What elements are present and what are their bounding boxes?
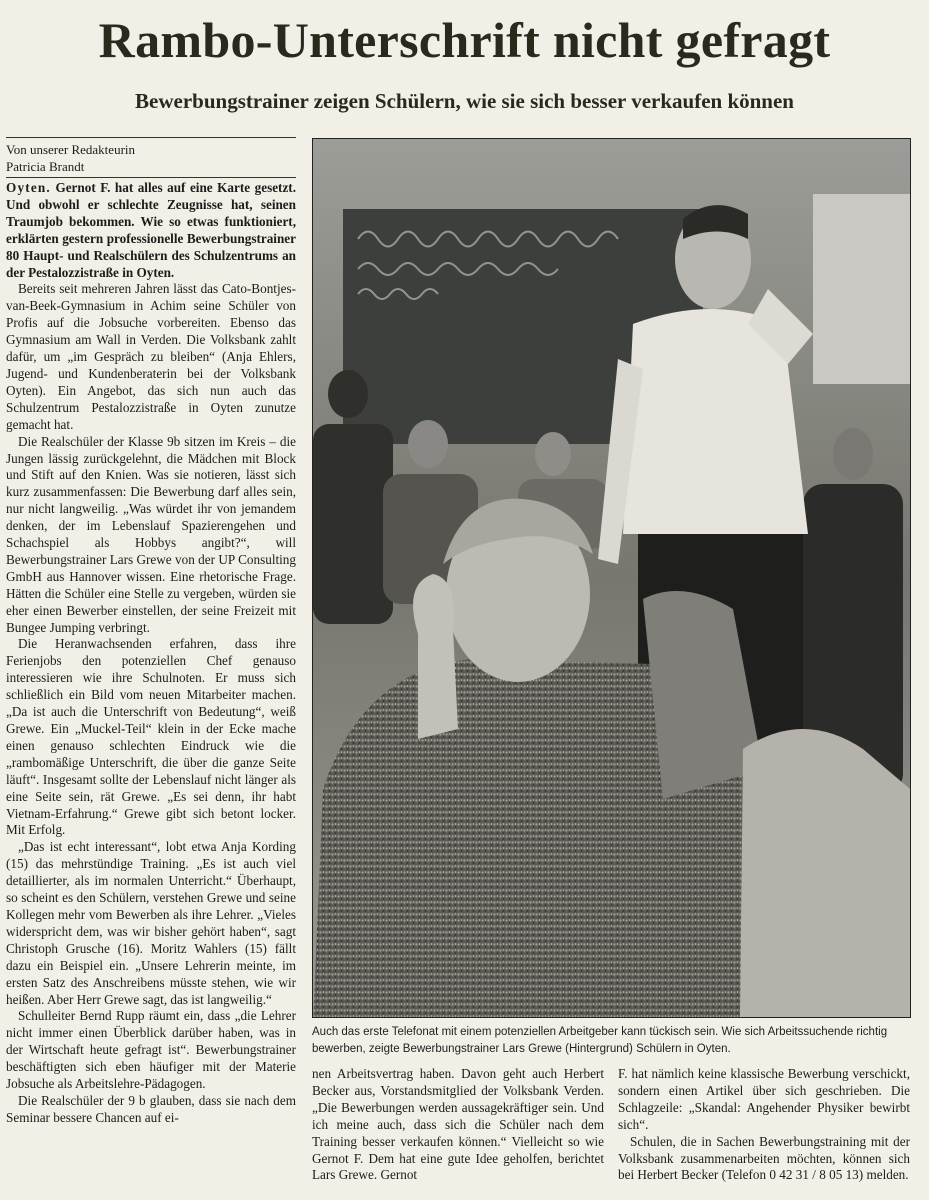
window — [813, 194, 910, 384]
body-paragraph: nen Arbeitsvertrag haben. Davon geht auch Herbert Becker aus, Vorstandsmitglied der Volksbank Verden. „Die Bewerbungen werden aussagekräftiger sein. Und ich meine auch, dass sich die Schüler nach dem Training besser verkaufen können.“ Vielleicht so wie Gernot F. Dem hat eine gute Idee geholfen, berichtet Lars Grewe. Gernot — [312, 1066, 604, 1183]
body-paragraph: F. hat nämlich keine klassische Bewerbung verschickt, sondern einen Artikel über sich geschrieben. Die Schlagzeile: „Skandal: Angehender Physiker bewirbt sich“. — [618, 1066, 910, 1132]
byline — [6, 141, 296, 175]
body-paragraph: Schulen, die in Sachen Bewerbungstraining mit der Volksbank zusammenarbeiten möchten, können sich bei Herbert Becker (Telefon 0 42 31 / 8 05 13) melden. — [618, 1133, 910, 1183]
body-paragraph: „Das ist echt interessant“, lobt etwa Anja Kording (15) das mehrstündige Training. „Es ist auch viel detaillierter, als im normalen Unterricht.“ Überhaupt, so scheint es den Schülern, verstehen Grewe und seine Kollegen mehr vom Bewerben als ihre Lehrer. „Vieles widerspricht dem, was wir bisher gehört haben“, sagt Christoph Grusche (16). Moritz Wahlers (15) fällt dazu ein Beispiel ein. „Unsere Lehrerin meinte, im ersten Satz des Anschreibens müsste stehen, wie wir heißen. Aber Herr Grewe sagt, das ist langweilig.“ — [6, 839, 296, 1007]
article-column-left — [6, 180, 296, 1198]
body-paragraph: Schulleiter Bernd Rupp räumt ein, dass „die Lehrer nicht immer einen Überblick darüber haben, was in der Wirtschaft heute gefragt ist“. Bewerbungstrainer beschäftigten sich eben häufiger mit der Materie Jobsuche als Arbeitslehre-Pädagogen. — [6, 1008, 296, 1092]
seated-person — [740, 729, 910, 1017]
body-paragraph: Die Realschüler der Klasse 9b sitzen im Kreis – die Jungen lässig zurückgelehnt, die Mädchen mit Block und Stift auf den Knien. Was sie notieren, lässt sich kurz zusammenfassen: Die Bewerbung darf alles sein, nur nicht langweilig. „Was würdet ihr von jemandem denken, der im Lebenslauf Spazierengehen und Schachspiel als Hobbys angibt?“, will Bewerbungstrainer Lars Grewe von der UP Consulting GmbH aus Hannover wissen. Eine rhetorische Frage. Hätten die Schüler eine Stelle zu vergeben, würden sie eher einen Bewerber einstellen, der seine Freizeit mit Bungee Jumping verbringt. — [6, 433, 296, 635]
lead-text: Gernot F. hat alles auf eine Karte gesetzt. Und obwohl er schlechte Zeugnisse hat, seinen Traumjob bekommen. Wie so etwas funktioniert, erklärten gestern professionelle Bewerbungstrainer 80 Haupt- und Realschülern des Schulzentrums an der Pestalozzistraße in Oyten. — [6, 180, 296, 280]
byline-role: Von unserer Redakteurin — [6, 142, 136, 157]
article-column-right — [618, 1066, 910, 1200]
headline: Rambo-Unterschrift nicht gefragt — [98, 12, 831, 68]
byline-author: Patricia Brandt — [6, 159, 85, 174]
byline-top-rule — [6, 137, 296, 138]
body-paragraph: Bereits seit mehreren Jahren lässt das Cato-Bontjes-van-Beek-Gymnasium in Achim seine Schüler von Profis auf die Jobsuche vorbereiten. Ebenso das Gymnasium am Wall in Verden. Die Volksbank zahlt dafür, um „im Gespräch zu bleiben“ (Anja Ehlers, Jugend- und Kundenberaterin bei der Volksbank Oyten). Ein Angebot, das sich nun auch das Schulzentrum Pestalozzistraße in Oyten zunutze gemacht hat. — [6, 281, 296, 432]
dateline-city: Oyten. — [6, 180, 51, 195]
body-paragraph: Die Heranwachsenden erfahren, dass ihre Ferienjobs den potenziellen Chef genauso interessieren wie ihre Schulnoten. Er muss sich schließlich ein Bild vom neuen Mitarbeiter machen. „Da ist auch die Unterschrift von Bedeutung“, weiß Grewe. Ein „Muckel-Teil“ klein in der Ecke mache einen genauso schlechten Eindruck wie die „rambomäßige Unterschrift, die über die ganze Seite läuft“. Insgesamt sollte der Lebenslauf nicht länger als eine Seite sein, rät Grewe. „Es sei denn, ihr habt Vietnam-Erfahrung.“ Grewe gibt sich betont locker. Mit Erfolg. — [6, 636, 296, 838]
body-paragraph: Die Realschüler der 9 b glauben, dass sie nach dem Seminar bessere Chancen auf ei- — [6, 1092, 296, 1125]
subheadline: Bewerbungstrainer zeigen Schülern, wie sie sich besser verkaufen können — [135, 89, 794, 113]
classroom-photo-illustration — [313, 139, 910, 1017]
article-column-middle — [312, 1066, 604, 1200]
lead-paragraph — [6, 180, 296, 281]
byline-bottom-rule — [6, 177, 296, 178]
photo-caption: Auch das erste Telefonat mit einem potenziellen Arbeitgeber kann tückisch sein. Wie sich Arbeitssuchende richtig bewerben, zeigte Bewerbungstrainer Lars Grewe (Hintergrund) Schülern in Oyten. — [312, 1026, 888, 1055]
article-photo — [312, 138, 911, 1018]
